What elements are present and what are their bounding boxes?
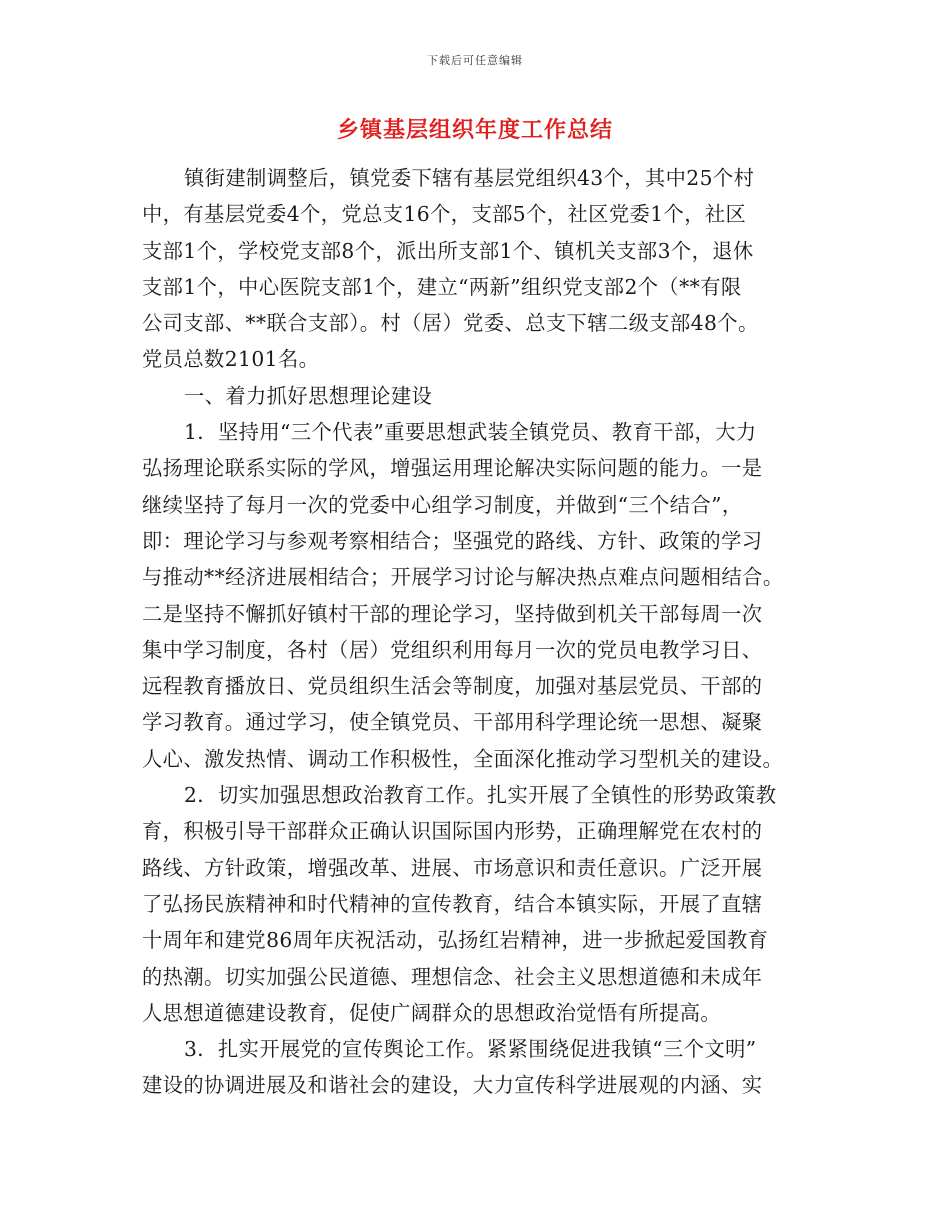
paragraph-line: 的热潮。切实加强公民道德、理想信念、社会主义思想道德和未成年 — [142, 964, 763, 989]
paragraph-line: 党员总数2101名。 — [142, 347, 320, 372]
paragraph-line: 镇街建制调整后，镇党委下辖有基层党组织43个，其中25个村 — [184, 166, 755, 190]
paragraph-line: 育，积极引导干部群众正确认识国际国内形势，正确理解党在农村的 — [142, 819, 763, 844]
paragraph-line: 弘扬理论联系实际的学风，增强运用理论解决实际问题的能力。一是 — [142, 456, 763, 481]
paragraph-line: 人心、激发热情、调动工作积极性，全面深化推动学习型机关的建设。 — [142, 746, 784, 771]
paragraph-line: 了弘扬民族精神和时代精神的宣传教育，结合本镇实际，开展了直辖 — [142, 891, 763, 916]
paragraph-line: 建设的协调进展及和谐社会的建设，大力宣传科学进展观的内涵、实 — [142, 1073, 763, 1098]
document-body — [142, 160, 808, 1104]
paragraph-line: 支部1个，学校党支部8个，派出所支部1个、镇机关支部3个，退休 — [142, 238, 754, 263]
paragraph-line: 与推动**经济进展相结合；开展学习讨论与解决热点难点问题相结合。 — [142, 565, 784, 590]
paragraph-line: 中，有基层党委4个，党总支16个，支部5个，社区党委1个，社区 — [142, 202, 747, 227]
paragraph-line: 集中学习制度，各村（居）党组织利用每月一次的党员电教学习日、 — [142, 637, 763, 662]
paragraph-line: 支部1个，中心医院支部1个，建立“两新”组织党支部2个（**有限 — [142, 274, 742, 299]
paragraph-line: 公司支部、**联合支部）。村（居）党委、总支下辖二级支部48个。 — [142, 311, 759, 336]
document-title: 乡镇基层组织年度工作总结 — [336, 118, 613, 143]
paragraph-line: 继续坚持了每月一次的党委中心组学习制度，并做到“三个结合”， — [142, 492, 743, 517]
paragraph-line: 远程教育播放日、党员组织生活会等制度，加强对基层党员、干部的 — [142, 674, 763, 699]
section-heading: 一、着力抓好思想理论建设 — [184, 383, 433, 408]
paragraph-line: 路线、方针政策，增强改革、进展、市场意识和责任意识。广泛开展 — [142, 855, 763, 880]
paragraph-line: 2．切实加强思想政治教育工作。扎实开展了全镇性的形势政策教 — [184, 783, 777, 808]
paragraph-line: 1．坚持用“三个代表”重要思想武装全镇党员、教育干部，大力 — [184, 420, 757, 445]
paragraph-line: 人思想道德建设教育，促使广阔群众的思想政治觉悟有所提高。 — [142, 1000, 722, 1025]
header-note: 下载后可任意编辑 — [427, 54, 523, 67]
paragraph-line: 十周年和建党86周年庆祝活动，弘扬红岩精神，进一步掀起爱国教育 — [142, 928, 769, 953]
paragraph-line: 即：理论学习与参观考察相结合；坚强党的路线、方针、政策的学习 — [142, 528, 763, 553]
paragraph-line: 3．扎实开展党的宣传舆论工作。紧紧围绕促进我镇“三个文明” — [184, 1037, 757, 1062]
paragraph-line: 学习教育。通过学习，使全镇党员、干部用科学理论统一思想、凝聚 — [142, 710, 763, 735]
paragraph-line: 二是坚持不懈抓好镇村干部的理论学习，坚持做到机关干部每周一次 — [142, 601, 763, 626]
